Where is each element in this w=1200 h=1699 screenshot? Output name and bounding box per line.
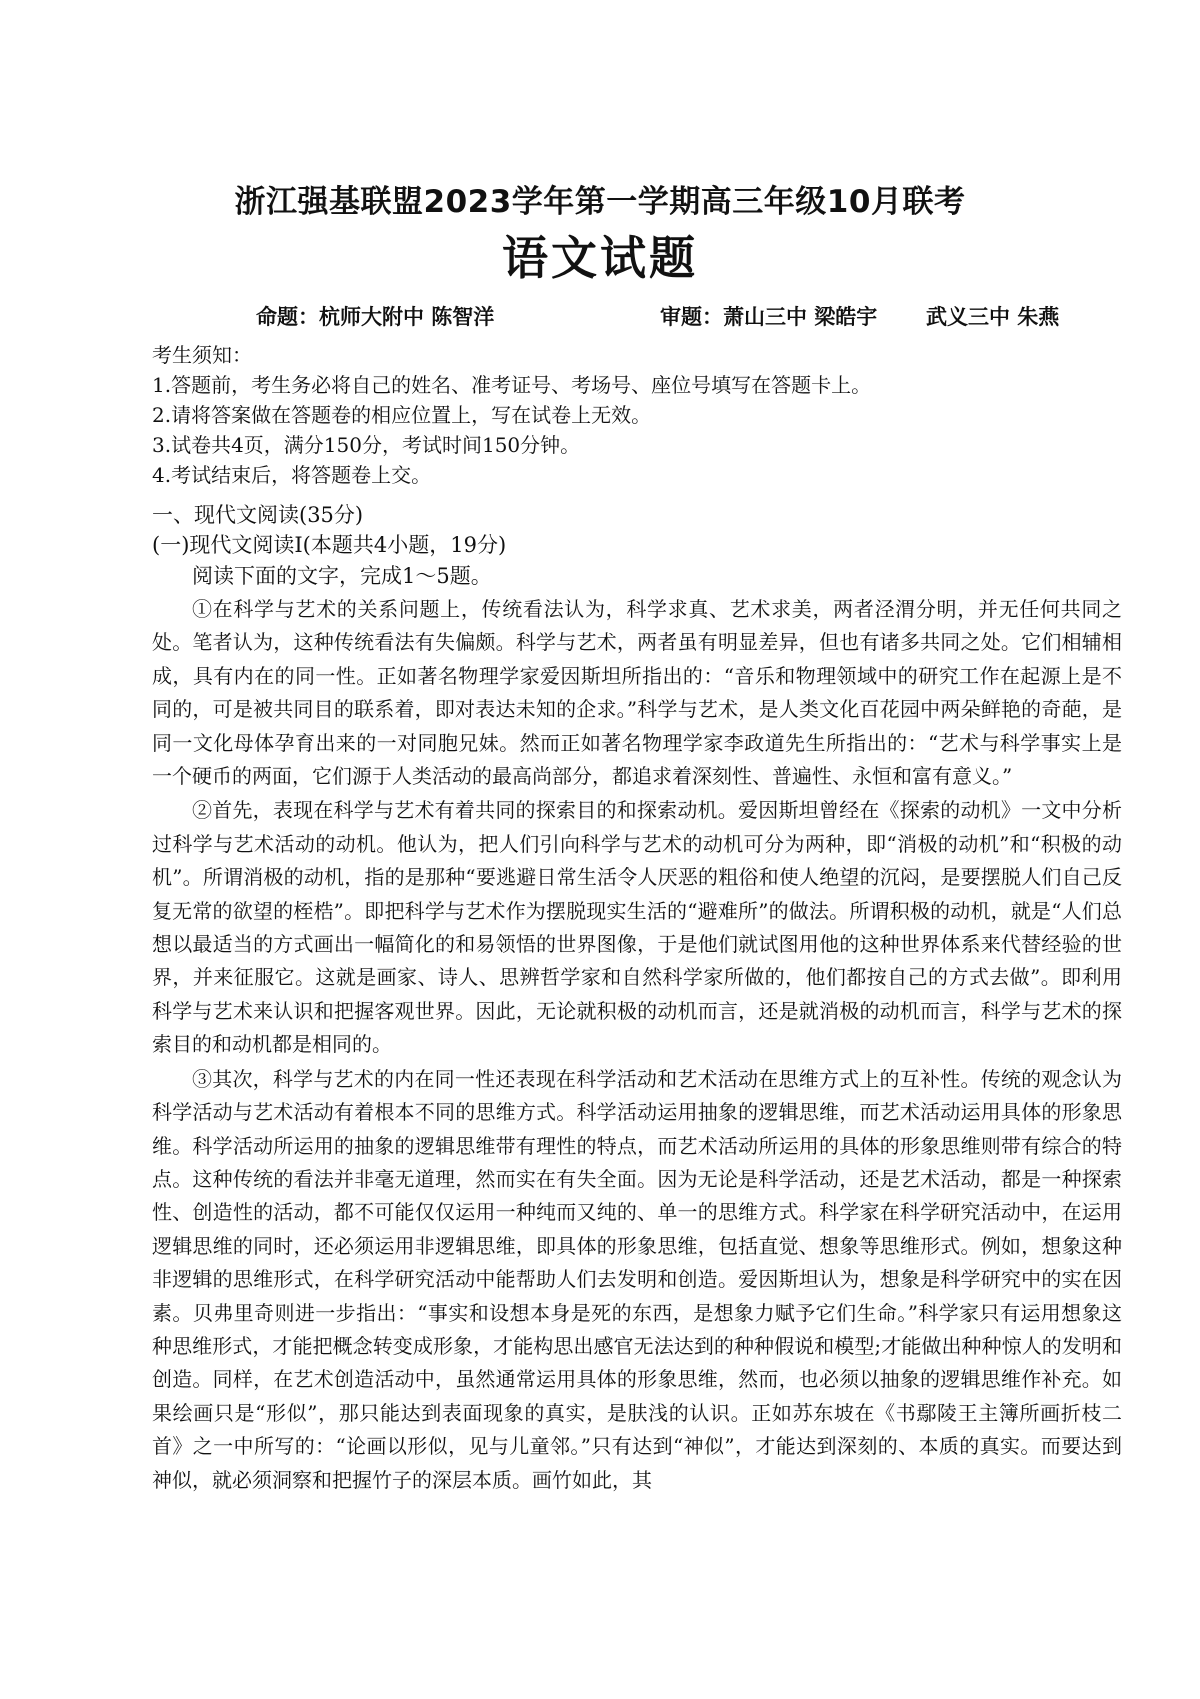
passage-paragraph-1: ①在科学与艺术的关系问题上，传统看法认为，科学求真、艺术求美，两者泾渭分明，并无任何共同之处。笔者认为，这种传统看法有失偏颇。科学与艺术，两者虽有明显差异，但也有诸多共同之处。它们相辅相成，具有内在的同一性。正如著名物理学家爱因斯坦所指出的：“音乐和物理领域中的研究工作在起源上是不同的，可是被共同目的联系着，即对表达未知的企求。”科学与艺术，是人类文化百花园中两朵鲜艳的奇葩，是同一文化母体孕育出来的一对同胞兄妹。然而正如著名物理学家李政道先生所指出的：“艺术与科学事实上是一个硬币的两面，它们源于人类活动的最高尚部分，都追求着深刻性、普遍性、永恒和富有意义。” — [152, 597, 1122, 789]
passage-paragraph-3: ③其次，科学与艺术的内在同一性还表现在科学活动和艺术活动在思维方式上的互补性。传统的观念认为科学活动与艺术活动有着根本不同的思维方式。科学活动运用抽象的逻辑思维，而艺术活动运用具体的形象思维。科学活动所运用的抽象的逻辑思维带有理性的特点，而艺术活动所运用的具体的形象思维则带有综合的特点。这种传统的看法并非毫无道理，然而实在有失全面。因为无论是科学活动，还是艺术活动，都是一种探索性、创造性的活动，都不可能仅仅运用一种纯而又纯的、单一的思维方式。科学家在科学研究活动中，在运用逻辑思维的同时，还必须运用非逻辑思维，即具体的形象思维，包括直觉、想象等思维形式。例如，想象这种非逻辑的思维形式，在科学研究活动中能帮助人们去发明和创造。爱因斯坦认为，想象是科学研究中的实在因素。贝弗里奇则进一步指出：“事实和设想本身是死的东西，是想象力赋予它们生命。”科学家只有运用想象这种思维形式，才能把概念转变成形象，才能构思出感官无法达到的种种假说和模型;才能做出种种惊人的发明和创造。同样，在艺术创造活动中，虽然通常运用具体的形象思维，然而，也必须以抽象的逻辑思维作补充。如果绘画只是“形似”，那只能达到表面现象的真实，是肤浅的认识。正如苏东坡在《书鄢陵王主簿所画折枝二首》之一中所写的：“论画以形似，见与儿童邻。”只有达到“神似”，才能达到深刻的、本质的真实。而要达到神似，就必须洞察和把握竹子的深层本质。画竹如此，其 — [152, 1066, 1122, 1492]
notes-item: 1.答题前，考生务必将自己的姓名、准考证号、考场号、座位号填写在答题卡上。 — [152, 373, 872, 397]
exam-title: 浙江强基联盟2023学年第一学期高三年级10月联考 — [234, 184, 966, 220]
reading-instruction: 阅读下面的文字，完成1～5题。 — [192, 564, 492, 588]
reviewer-credit-2: 武义三中 朱燕 — [926, 304, 1060, 329]
passage-paragraph-2: ②首先，表现在科学与艺术有着共同的探索目的和探索动机。爱因斯坦曾经在《探索的动机》一文中分析过科学与艺术活动的动机。他认为，把人们引向科学与艺术的动机可分为两种，即“消极的动机”和“积极的动机”。所谓消极的动机，指的是那种“要逃避日常生活令人厌恶的粗俗和使人绝望的沉闷，是要摆脱人们自己反复无常的欲望的桎梏”。即把科学与艺术作为摆脱现实生活的“避难所”的做法。所谓积极的动机，就是“人们总想以最适当的方式画出一幅简化的和易领悟的世界图像，于是他们就试图用他的这种世界体系来代替经验的世界，并来征服它。这就是画家、诗人、思辨哲学家和自然科学家所做的，他们都按自己的方式去做”。即利用科学与艺术来认识和把握客观世界。因此，无论就积极的动机而言，还是就消极的动机而言，科学与艺术的探索目的和动机都是相同的。 — [152, 798, 1122, 1057]
notes-item: 4.考试结束后，将答题卷上交。 — [152, 463, 432, 487]
reading-passage — [152, 593, 1122, 1498]
section-heading-sub-one: (一)现代文阅读Ⅰ(本题共4小题，19分) — [152, 533, 507, 557]
authors-line — [256, 300, 1116, 334]
reviewer-credit-1: 审题：萧山三中 梁皓宇 — [660, 304, 878, 329]
notes-item: 2.请将答案做在答题卷的相应位置上，写在试卷上无效。 — [152, 403, 652, 427]
notes-heading: 考生须知： — [152, 343, 252, 367]
section-heading-part-one: 一、现代文阅读(35分) — [152, 503, 364, 527]
setter-credit: 命题：杭师大附中 陈智洋 — [256, 304, 495, 329]
subject-title: 语文试题 — [502, 231, 698, 285]
notes-item: 3.试卷共4页，满分150分，考试时间150分钟。 — [152, 433, 581, 457]
candidate-notes — [152, 340, 1112, 490]
